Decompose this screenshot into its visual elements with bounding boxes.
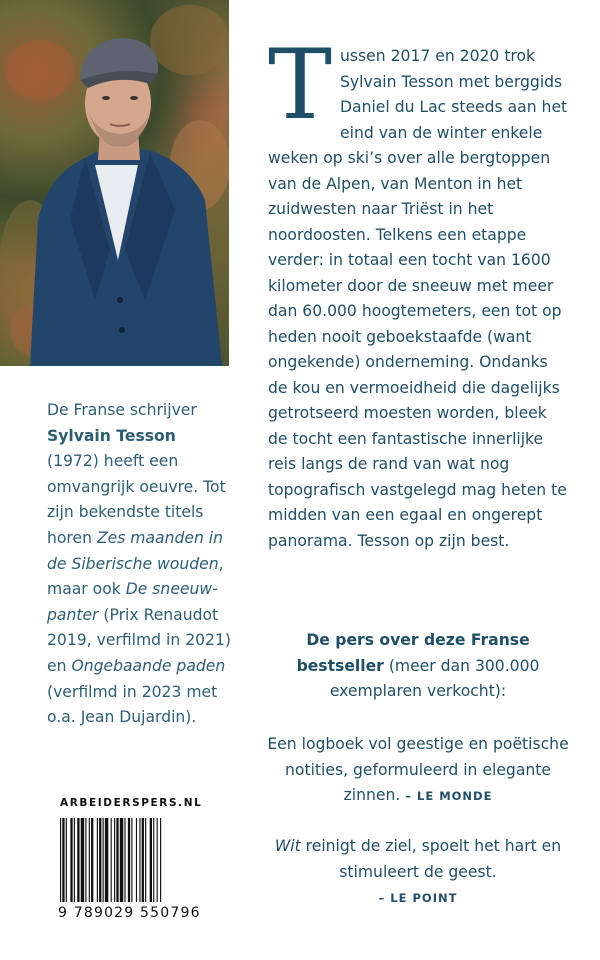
quote-text: reinigt de ziel, spoelt het hart en stimuleert de geest. <box>300 837 562 881</box>
author-figure <box>0 0 229 366</box>
bio-text: De Franse schrijver <box>47 401 197 419</box>
bio-book-title: De sneeuwpanter <box>47 580 218 624</box>
bio-text: (Prix Renaudot 2019, verfilmd in 2021) en <box>47 605 231 675</box>
bio-text: (1972) heeft een omvangrijk oeuvre. Tot zijn bekendste titels horen <box>47 452 226 547</box>
bio-book-title: Zes maanden in de Siberische wouden <box>47 528 224 573</box>
dropcap: T <box>268 29 333 141</box>
author-bio <box>47 398 232 731</box>
bio-book-title: Ongebaande paden <box>71 656 226 675</box>
press-quote-le-point <box>262 834 574 912</box>
quote-source: – LE MONDE <box>405 789 493 803</box>
blurb-body: ussen 2017 en 2020 trok Sylvain Tesson met berggids Daniel du Lac steeds aan het eind van de winter enkele weken op ski’s over alle bergtoppen van de Alpen, van Menton in het zuidwesten naar Triëst in het noordoosten. Telkens een etappe verder: in totaal een tocht van 1600 kilometer door de sneeuw met meer dan 60.000 hoogtemeters, een tot op heden nooit geboekstaafde (want ongekende) onderneming. Ondanks de kou en vermoeidheid die dagelijks getrotseerd moesten worden, bleek de tocht een fantastische innerlijke reis langs de rand van wat nog topografisch vastgelegd mag heten te midden van een egaal en ongerept panorama. Tesson op zijn best. <box>268 47 568 550</box>
bio-text: (verfilmd in 2023 met o.a. Jean Dujardin). <box>47 682 218 727</box>
author-photo <box>0 0 229 366</box>
isbn-number: 9 789029 550796 <box>58 905 201 921</box>
press-subtext: (meer dan 300.000 exemplaren verkocht): <box>329 656 540 700</box>
press-quote-le-monde <box>262 732 574 810</box>
barcode-icon <box>58 818 198 902</box>
quote-book-title: Wit <box>274 837 301 855</box>
press-heading: De pers over deze Franse bestseller <box>296 631 530 675</box>
blurb-text <box>268 29 570 554</box>
bio-author-name: Sylvain Tesson <box>47 426 176 445</box>
quote-text: Een logboek vol geestige en poëtische notities, geformuleerd in elegante zinnen. <box>267 735 569 804</box>
quote-source: – LE POINT <box>378 891 458 905</box>
bio-text: , maar ook <box>47 554 224 599</box>
press-intro <box>262 628 574 705</box>
publisher-url: ARBEIDERSPERS.NL <box>60 797 203 809</box>
